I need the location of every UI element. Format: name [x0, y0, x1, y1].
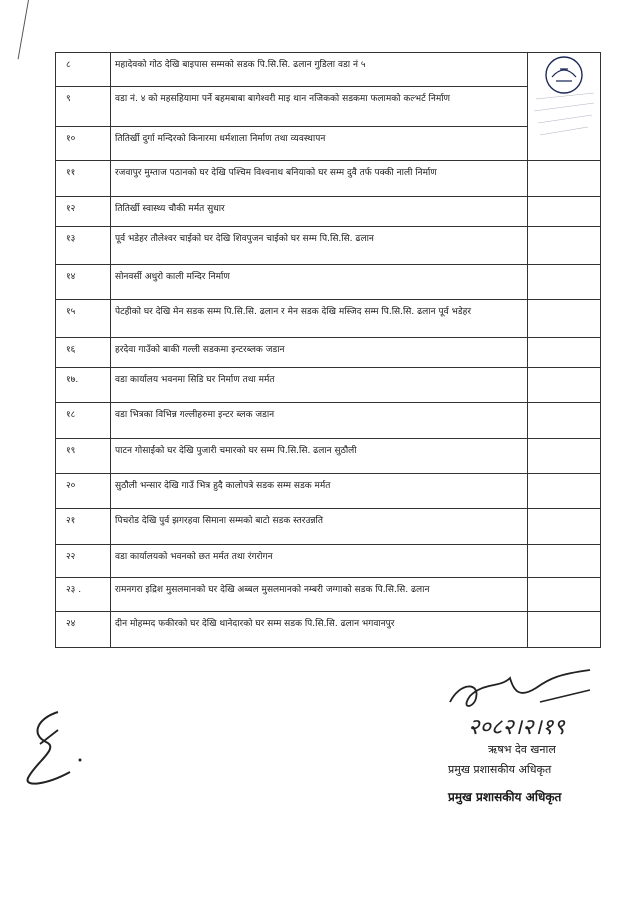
table-row [56, 474, 601, 509]
margin-line [18, 0, 30, 59]
table-row [56, 612, 601, 648]
row-remarks [528, 265, 601, 300]
row-remarks [528, 300, 601, 338]
row-description: सुठौली भन्सार देखि गाउँ भित्र हुदै कालोपत्रे सडक सम्म सडक मर्मत [111, 474, 528, 509]
office-stamp [530, 53, 598, 153]
row-description: वडा भित्रका विभिन्न गल्लीहरुमा इन्टर ब्लक जडान [111, 403, 528, 439]
row-number: १४ [56, 265, 111, 300]
table-row [56, 300, 601, 338]
left-signature [18, 700, 98, 800]
row-remarks [528, 197, 601, 227]
table-row [56, 265, 601, 300]
row-description: पेटहीको घर देखि मेन सडक सम्म पि.सि.सि. ढलान र मेन सडक देखि मस्जिद सम्म पि.सि.सि. ढलान पूर्व भडेहर [111, 300, 528, 338]
project-table [55, 52, 601, 648]
row-number: २३ . [56, 578, 111, 612]
row-description: तितिर्खी दुर्गा मन्दिरको किनारमा धर्मशाला निर्माण तथा व्यवस्थापन [111, 127, 528, 161]
row-remarks [528, 227, 601, 265]
row-number: १६ [56, 338, 111, 368]
row-number: १० [56, 127, 111, 161]
row-number: १३ [56, 227, 111, 265]
row-description: पूर्व भडेहर तौलेश्वर चाईको घर देखि शिवपुजन चाईको घर सम्म पि.सि.सि. ढलान [111, 227, 528, 265]
table-row [56, 368, 601, 403]
table-row [56, 338, 601, 368]
officer-stamp-title: प्रमुख प्रशासकीय अधिकृत [448, 790, 562, 804]
table-row [56, 127, 601, 161]
row-number: १७. [56, 368, 111, 403]
table-row [56, 53, 601, 87]
row-remarks [528, 338, 601, 368]
row-number: १९ [56, 439, 111, 474]
table-row [56, 403, 601, 439]
row-description: हरदेवा गाउँको बाकी गल्ली सडकमा इन्टरब्लक जडान [111, 338, 528, 368]
row-description: महादेवको गोठ देखि बाइपास सम्मको सडक पि.सि.सि. ढलान गुडिला वडा नं ५ [111, 53, 528, 87]
row-number: २२ [56, 545, 111, 578]
row-remarks [528, 161, 601, 197]
signature-date: २०८२।२।१९ [468, 715, 565, 740]
table-row [56, 509, 601, 545]
row-number: ८ [56, 53, 111, 87]
row-description: रजवापुर मुम्ताज पठानको घर देखि पश्चिम विश्वनाथ बनियाको घर सम्म दुवै तर्फ पक्की नाली निर्माण [111, 161, 528, 197]
table-row [56, 578, 601, 612]
table-row [56, 439, 601, 474]
table-row [56, 197, 601, 227]
table-row [56, 87, 601, 127]
row-remarks [528, 578, 601, 612]
row-description: पिचरोड देखि पुर्व झगरहवा सिमाना सम्मको बाटो सडक स्तरउन्नति [111, 509, 528, 545]
row-remarks [528, 612, 601, 648]
officer-title: प्रमुख प्रशासकीय अधिकृत [448, 763, 552, 776]
row-number: ९ [56, 87, 111, 127]
row-number: २४ [56, 612, 111, 648]
row-remarks [528, 439, 601, 474]
row-description: रामनगरा इद्रिश मुसलमानको घर देखि अब्बल मुसलमानको नम्बरी जग्गाको सडक पि.सि.सि. ढलान [111, 578, 528, 612]
row-remarks [528, 368, 601, 403]
row-number: १८ [56, 403, 111, 439]
row-description: तितिर्खी स्वास्थ्य चौकी मर्मत सुधार [111, 197, 528, 227]
officer-name: ऋषभ देव खनाल [488, 743, 556, 756]
row-remarks [528, 545, 601, 578]
table-row [56, 545, 601, 578]
row-number: ११ [56, 161, 111, 197]
row-number: २१ [56, 509, 111, 545]
row-description: दीन मोहम्मद फकीरको घर देखि थानेदारको घर सम्म सडक पि.सि.सि. ढलान भगवानपुर [111, 612, 528, 648]
row-description: सोनवर्सी अधुरो काली मन्दिर निर्माण [111, 265, 528, 300]
row-number: १५ [56, 300, 111, 338]
row-remarks [528, 53, 601, 161]
officer-signature [440, 668, 610, 740]
row-remarks [528, 474, 601, 509]
row-number: १२ [56, 197, 111, 227]
row-description: वडा नं. ४ को महसहियामा पर्ने बहमबाबा बागेश्वरी माइ थान नजिकको सडकमा फलामको कल्भर्ट निर्माण [111, 87, 528, 127]
row-description: वडा कार्यालय भवनमा सिडि घर निर्माण तथा मर्मत [111, 368, 528, 403]
table-row [56, 161, 601, 197]
row-description: पाटन गोसाईको घर देखि पुजारी चमारको घर सम्म पि.सि.सि. ढलान सुठौली [111, 439, 528, 474]
row-description: वडा कार्यालयको भवनको छत मर्मत तथा रंगरोगन [111, 545, 528, 578]
table-row [56, 227, 601, 265]
row-remarks [528, 403, 601, 439]
row-remarks [528, 509, 601, 545]
row-number: २० [56, 474, 111, 509]
